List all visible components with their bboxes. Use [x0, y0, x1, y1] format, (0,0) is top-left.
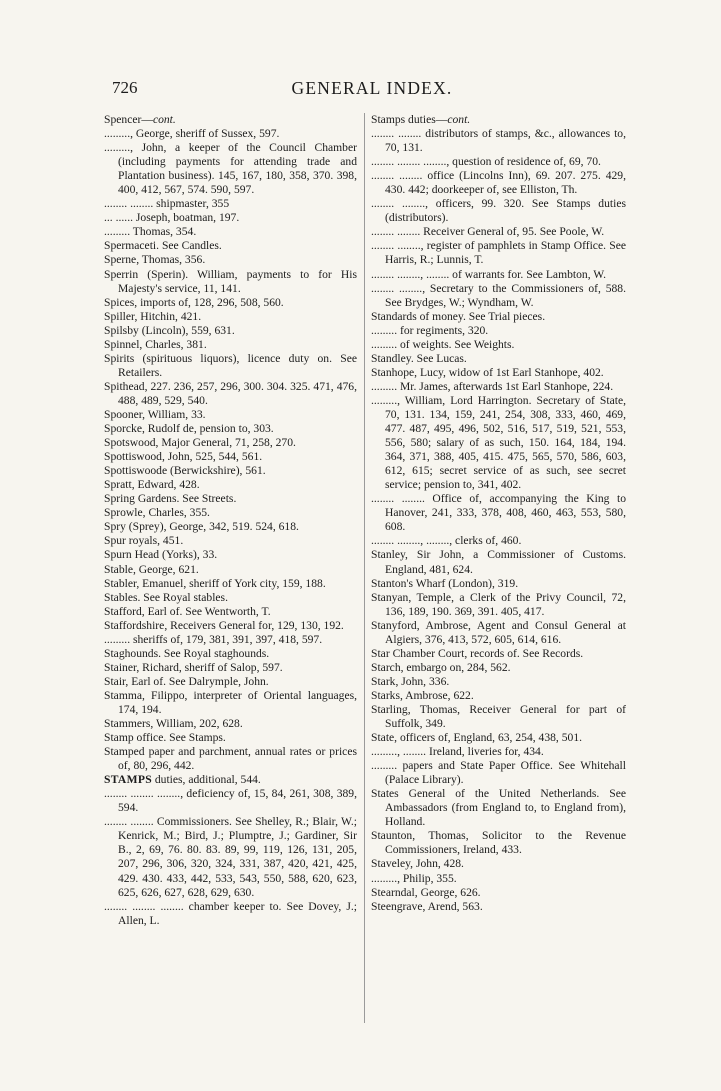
entry-text: Stearndal, George, 626.: [371, 885, 481, 899]
entry-text: Star Chamber Court, records of. See Records.: [371, 646, 584, 660]
entry-text: ........ ........, Secretary to the Commissioners of, 588. See Brydges, W.; Wyndham, W.: [371, 281, 626, 309]
entry-text: Standards of money. See Trial pieces.: [371, 309, 546, 323]
index-entry: [104, 408, 357, 422]
entry-text: Sperrin (Sperin). William, payments to for His Majesty's service, 11, 141.: [104, 267, 357, 295]
index-column-left: [104, 113, 357, 928]
entry-text: Stamped paper and parchment, annual rates or prices of, 80, 296, 442.: [104, 745, 357, 773]
index-entry: [104, 492, 357, 506]
entry-text: Spilsby (Lincoln), 559, 631.: [104, 323, 235, 337]
entry-text: ........ ........ ........, question of residence of, 69, 70.: [371, 155, 601, 169]
index-entry: [104, 380, 357, 408]
index-entry: [104, 268, 357, 296]
index-entry: [104, 689, 357, 717]
entry-text: ........ ........, ........ of warrants for. See Lambton, W.: [371, 267, 607, 281]
index-entry: [371, 661, 626, 675]
index-entry: [104, 731, 357, 745]
entry-text: ........., William, Lord Harrington. Secretary of State, 70, 131. 134, 159, 241, 254, 308, 333, 460, 469, 477. 487, 495, 496, 502, 516, 517, 519, 521, 553, 556, 580; salary of as such, 150. 164, 184, 194. 364, 371, 388, 405, 415. 475, 565, 570, 586, 603, 612, 615; secret service of as such, see secret service; pension to, 341, 402.: [371, 393, 626, 492]
entry-text: Steengrave, Arend, 563.: [371, 899, 483, 913]
entry-text: ......... Thomas, 354.: [104, 225, 197, 239]
entry-text: Standley. See Lucas.: [371, 351, 467, 365]
entry-text: Sprowle, Charles, 355.: [104, 506, 210, 520]
index-entry: [371, 787, 626, 829]
entry-text: Spottiswoode (Berwickshire), 561.: [104, 464, 266, 478]
entry-text: Spotswood, Major General, 71, 258, 270.: [104, 436, 296, 450]
index-entry: [104, 450, 357, 464]
entry-continuation-mark: cont.: [447, 113, 471, 126]
entry-text: Staghounds. See Royal staghounds.: [104, 646, 270, 660]
index-entry: [371, 886, 626, 900]
entry-text: ........., ........ Ireland, liveries for, 434.: [371, 745, 544, 759]
index-entry: [104, 647, 357, 661]
entry-text: ........ ........ distributors of stamps, &c., allowances to, 70, 131.: [371, 127, 626, 155]
entry-text: Spithead, 227. 236, 257, 296, 300. 304. 325. 471, 476, 488, 489, 529, 540.: [104, 379, 357, 407]
index-entry: [104, 478, 357, 492]
index-entry: [104, 436, 357, 450]
entry-text: ......... sheriffs of, 179, 381, 391, 397, 418, 597.: [104, 632, 323, 646]
index-entry: [371, 380, 626, 394]
entry-text: Spratt, Edward, 428.: [104, 478, 200, 492]
entry-text: Stamma, Filippo, interpreter of Oriental languages, 174, 194.: [104, 688, 357, 716]
index-entry: [371, 872, 626, 886]
entry-text: Stamp office. See Stamps.: [104, 731, 226, 745]
index-entry: [104, 619, 357, 633]
entry-text: Stable, George, 621.: [104, 562, 199, 576]
page-number: 726: [112, 78, 138, 97]
entry-text: ......... papers and State Paper Office. See Whitehall (Palace Library).: [371, 759, 626, 787]
index-entry: [371, 324, 626, 338]
entry-text: Stabler, Emanuel, sheriff of York city, 159, 188.: [104, 576, 326, 590]
index-entry: [371, 310, 626, 324]
entry-text: ........ ........ Office of, accompanying the King to Hanover, 241, 333, 378, 408, 460, 463, 553, 580, 608.: [371, 492, 626, 534]
entry-text: Spottiswood, John, 525, 544, 561.: [104, 450, 263, 464]
index-entry: [104, 773, 357, 787]
entry-text: Sporcke, Rudolf de, pension to, 303.: [104, 422, 274, 436]
page-header: [112, 78, 632, 102]
entry-text: Staffordshire, Receivers General for, 129, 130, 192.: [104, 618, 344, 632]
entry-text: State, officers of, England, 63, 254, 438, 501.: [371, 731, 583, 745]
index-entry: [371, 268, 626, 282]
index-entry: [371, 548, 626, 576]
index-entry: [371, 394, 626, 492]
entry-text: Stamps duties—: [371, 113, 448, 126]
index-entry: [104, 296, 357, 310]
entry-text: ........ ........, ........, clerks of, 460.: [371, 534, 522, 548]
entry-text: ......... for regiments, 320.: [371, 323, 489, 337]
entry-text: Stanyan, Temple, a Clerk of the Privy Council, 72, 136, 189, 190. 369, 391. 405, 417.: [371, 590, 626, 618]
entry-text: ... ...... Joseph, boatman, 197.: [104, 211, 240, 225]
index-entry: [104, 900, 357, 928]
index-entry: [371, 689, 626, 703]
entry-text: Stafford, Earl of. See Wentworth, T.: [104, 604, 271, 618]
entry-text: Stanton's Wharf (London), 319.: [371, 576, 519, 590]
index-entry: [104, 127, 357, 141]
entry-text: Stair, Earl of. See Dalrymple, John.: [104, 674, 269, 688]
entry-text: Sperne, Thomas, 356.: [104, 253, 206, 267]
index-entry: [371, 127, 626, 155]
entry-text: ........ ........ shipmaster, 355: [104, 197, 230, 211]
entry-text: Starch, embargo on, 284, 562.: [371, 660, 511, 674]
index-entry: [371, 829, 626, 857]
index-entry: [371, 113, 626, 127]
entry-text: Stanhope, Lucy, widow of 1st Earl Stanhope, 402.: [371, 365, 604, 379]
index-entry: [371, 197, 626, 225]
index-entry: [371, 857, 626, 871]
index-entry: [371, 619, 626, 647]
index-entry: [371, 169, 626, 197]
entry-text: Spermaceti. See Candles.: [104, 239, 222, 253]
index-entry: [371, 338, 626, 352]
entry-text: Stark, John, 336.: [371, 674, 450, 688]
entry-text: ......... of weights. See Weights.: [371, 337, 515, 351]
entry-text: Spry (Sprey), George, 342, 519. 524, 618.: [104, 520, 299, 534]
index-entry: [371, 591, 626, 619]
entry-text: ........., Philip, 355.: [371, 871, 457, 885]
entry-text: Spiller, Hitchin, 421.: [104, 309, 202, 323]
index-entry: [104, 563, 357, 577]
entry-text: ........ ........ ........, deficiency of, 15, 84, 261, 308, 389, 594.: [104, 787, 357, 815]
entry-continuation-mark: cont.: [152, 113, 176, 126]
index-entry: [104, 787, 357, 815]
index-entry: [104, 464, 357, 478]
index-entry: [371, 366, 626, 380]
index-entry: [104, 577, 357, 591]
index-entry: [104, 197, 357, 211]
index-entry: [371, 703, 626, 731]
entry-text: Spices, imports of, 128, 296, 508, 560.: [104, 295, 284, 309]
index-entry: [104, 338, 357, 352]
entry-text: Spooner, William, 33.: [104, 407, 206, 421]
index-entry: [371, 352, 626, 366]
entry-text: Starling, Thomas, Receiver General for part of Suffolk, 349.: [371, 702, 626, 731]
index-entry: [371, 731, 626, 745]
index-entry: [371, 225, 626, 239]
index-entry: [104, 534, 357, 548]
index-entry: [371, 282, 626, 310]
entry-text: Stanley, Sir John, a Commissioner of Customs. England, 481, 624.: [371, 548, 626, 576]
entry-text: States General of the United Netherlands. See Ambassadors (from England to, to England from), Holland.: [371, 787, 626, 829]
index-entry: [371, 155, 626, 169]
index-entry: [104, 591, 357, 605]
index-entry: [104, 239, 357, 253]
index-entry: [104, 675, 357, 689]
entry-text: ........ ........ office (Lincolns Inn), 69. 207. 275. 429, 430. 442; doorkeeper of, see Elliston, Th.: [371, 169, 626, 197]
index-entry: [371, 675, 626, 689]
index-entry: [104, 717, 357, 731]
index-entry: [104, 113, 357, 127]
index-entry: [371, 577, 626, 591]
entry-text: duties, additional, 544.: [151, 773, 261, 787]
index-entry: [371, 900, 626, 914]
entry-text: Stammers, William, 202, 628.: [104, 717, 243, 731]
entry-text: ........ ........ ........ chamber keeper to. See Dovey, J.; Allen, L.: [104, 899, 357, 927]
index-entry: [104, 815, 357, 899]
index-entry: [371, 534, 626, 548]
entry-text: Stanyford, Ambrose, Agent and Consul General at Algiers, 376, 413, 572, 605, 614, 616.: [371, 618, 626, 646]
entry-text: Spencer—: [104, 113, 153, 126]
index-entry: [104, 141, 357, 197]
index-column-right: [371, 113, 626, 914]
index-entry: [104, 605, 357, 619]
index-entry: [104, 225, 357, 239]
index-entry: [371, 759, 626, 787]
index-entry: [104, 422, 357, 436]
entry-text: Spring Gardens. See Streets.: [104, 492, 237, 506]
entry-text: ........., George, sheriff of Sussex, 597.: [104, 127, 280, 141]
entry-text: Staunton, Thomas, Solicitor to the Revenue Commissioners, Ireland, 433.: [371, 829, 626, 857]
index-entry: [104, 506, 357, 520]
entry-text: ........ ........, register of pamphlets in Stamp Office. See Harris, R.; Lunnis, T.: [371, 239, 626, 267]
entry-text: Stables. See Royal stables.: [104, 590, 228, 604]
index-entry: [104, 745, 357, 773]
entry-text: Staveley, John, 428.: [371, 857, 464, 871]
entry-text: ......... Mr. James, afterwards 1st Earl Stanhope, 224.: [371, 379, 614, 393]
index-entry: [104, 520, 357, 534]
index-entry: [104, 633, 357, 647]
entry-text: Starks, Ambrose, 622.: [371, 688, 474, 702]
index-entry: [371, 647, 626, 661]
entry-text: Spirits (spirituous liquors), licence duty on. See Retailers.: [104, 351, 357, 379]
index-entry: [371, 745, 626, 759]
entry-text: ........ ........ Receiver General of, 95. See Poole, W.: [371, 225, 605, 239]
entry-text: Spur royals, 451.: [104, 534, 184, 548]
entry-text: ........ ........, officers, 99. 320. See Stamps duties (distributors).: [371, 197, 626, 225]
running-title: GENERAL INDEX.: [291, 78, 453, 98]
index-entry: [104, 324, 357, 338]
index-entry: [104, 310, 357, 324]
entry-text: ........ ........ Commissioners. See Shelley, R.; Blair, W.; Kenrick, M.; Bird, J.; Plumptre, J.; Gardiner, Sir B., 2, 69, 76. 80. 83. 89, 99, 119, 126, 131, 205, 207, 296, 306, 320, 324, 331, 387, 420, 421, 425, 429. 430. 433, 442, 533, 543, 550, 588, 620, 623, 625, 626, 627, 628, 629, 630.: [104, 815, 357, 899]
index-entry: [104, 661, 357, 675]
entry-text: Spurn Head (Yorks), 33.: [104, 548, 218, 562]
entry-heading-bold: STAMPS: [104, 773, 152, 787]
entry-text: ........., John, a keeper of the Council Chamber (including payments for attending trade and Plantation business). 145, 167, 180, 358, 370. 398, 400, 412, 567, 574. 590, 597.: [104, 141, 357, 197]
column-divider: [364, 113, 365, 1023]
index-entry: [104, 253, 357, 267]
index-entry: [104, 211, 357, 225]
index-entry: [371, 492, 626, 534]
index-entry: [371, 239, 626, 267]
entry-text: Stainer, Richard, sheriff of Salop, 597.: [104, 660, 283, 674]
index-entry: [104, 352, 357, 380]
entry-text: Spinnel, Charles, 381.: [104, 337, 207, 351]
index-entry: [104, 548, 357, 562]
